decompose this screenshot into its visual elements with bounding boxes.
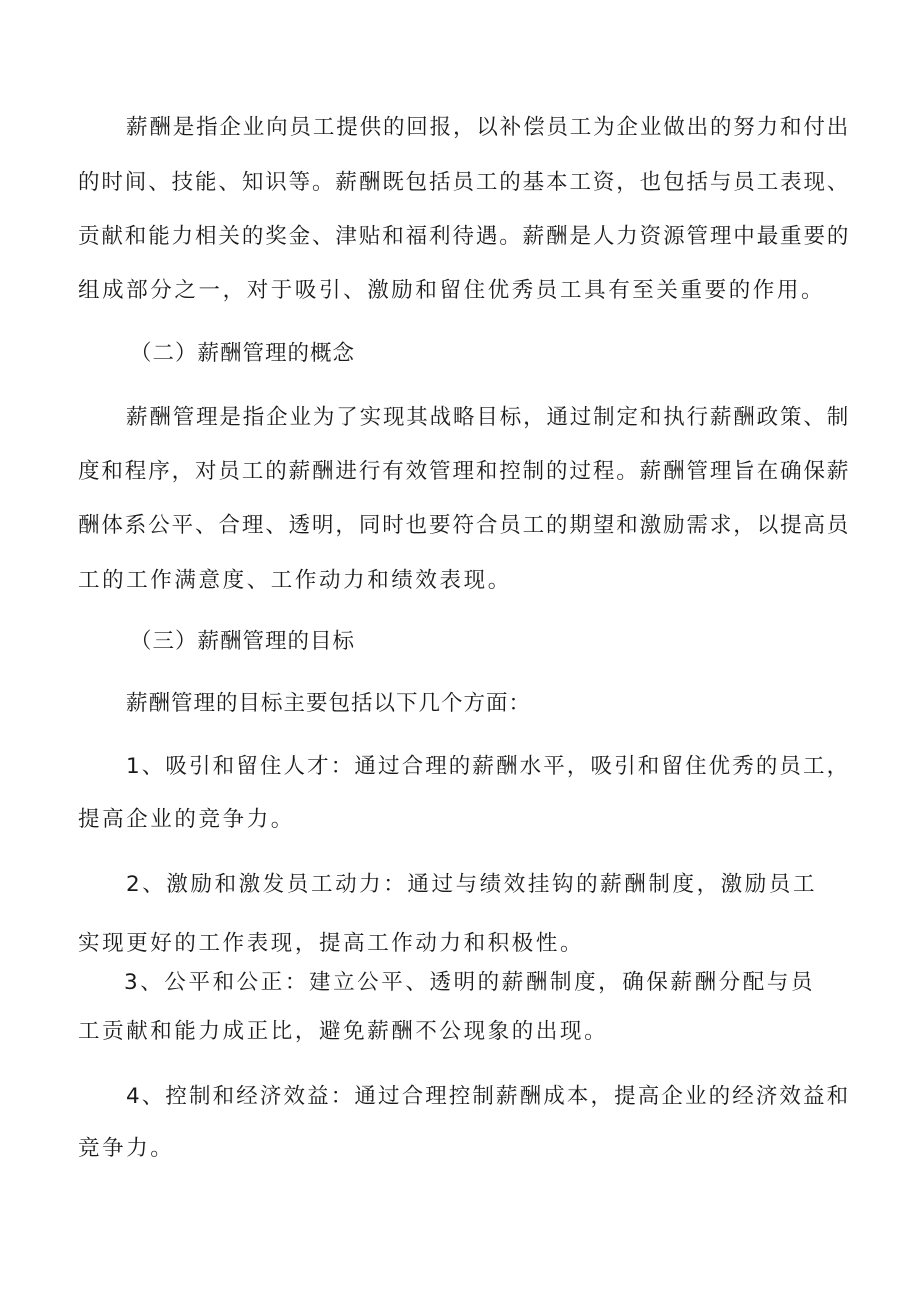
goal-item-4-line-2: 竞争力。 [78,1136,175,1161]
paragraph-1-line-1: 薪酬是指企业向员工提供的回报，以补偿员工为企业做出的努力和付出 [126,115,851,140]
paragraph-2-line-2: 度和程序，对员工的薪酬进行有效管理和控制的过程。薪酬管理旨在确保薪 [78,459,851,484]
goal-item-1-line-1: 1、吸引和留住人才：通过合理的薪酬水平，吸引和留住优秀的员工， [126,754,851,779]
goal-item-3-line-2: 工贡献和能力成正比，避免薪酬不公现象的出现。 [78,1019,609,1044]
paragraph-1-line-2: 的时间、技能、知识等。薪酬既包括员工的基本工资，也包括与员工表现、 [78,170,851,195]
section-heading-2: （二）薪酬管理的概念 [130,341,356,366]
paragraph-2-line-1: 薪酬管理是指企业为了实现其战略目标，通过制定和执行薪酬政策、制 [126,405,851,430]
goal-item-2-line-2: 实现更好的工作表现，提高工作动力和积极性。 [78,931,585,956]
goal-item-3-line-1: 3、公平和公正：建立公平、透明的薪酬制度，确保薪酬分配与员 [124,970,816,995]
goal-item-1-line-2: 提高企业的竞争力。 [78,807,295,832]
paragraph-2-line-4: 工的工作满意度、工作动力和绩效表现。 [78,568,512,593]
goals-intro: 薪酬管理的目标主要包括以下几个方面： [126,691,532,716]
goal-item-2-line-1: 2、激励和激发员工动力：通过与绩效挂钩的薪酬制度，激励员工 [126,872,818,897]
paragraph-1-line-4: 组成部分之一，对于吸引、激励和留住优秀员工具有至关重要的作用。 [78,278,826,303]
section-heading-3: （三）薪酬管理的目标 [130,629,356,654]
goal-item-4-line-1: 4、控制和经济效益：通过合理控制薪酬成本，提高企业的经济效益和 [126,1084,851,1109]
paragraph-1-line-3: 贡献和能力相关的奖金、津贴和福利待遇。薪酬是人力资源管理中最重要的 [78,224,851,249]
paragraph-2-line-3: 酬体系公平、合理、透明，同时也要符合员工的期望和激励需求，以提高员 [78,513,851,538]
